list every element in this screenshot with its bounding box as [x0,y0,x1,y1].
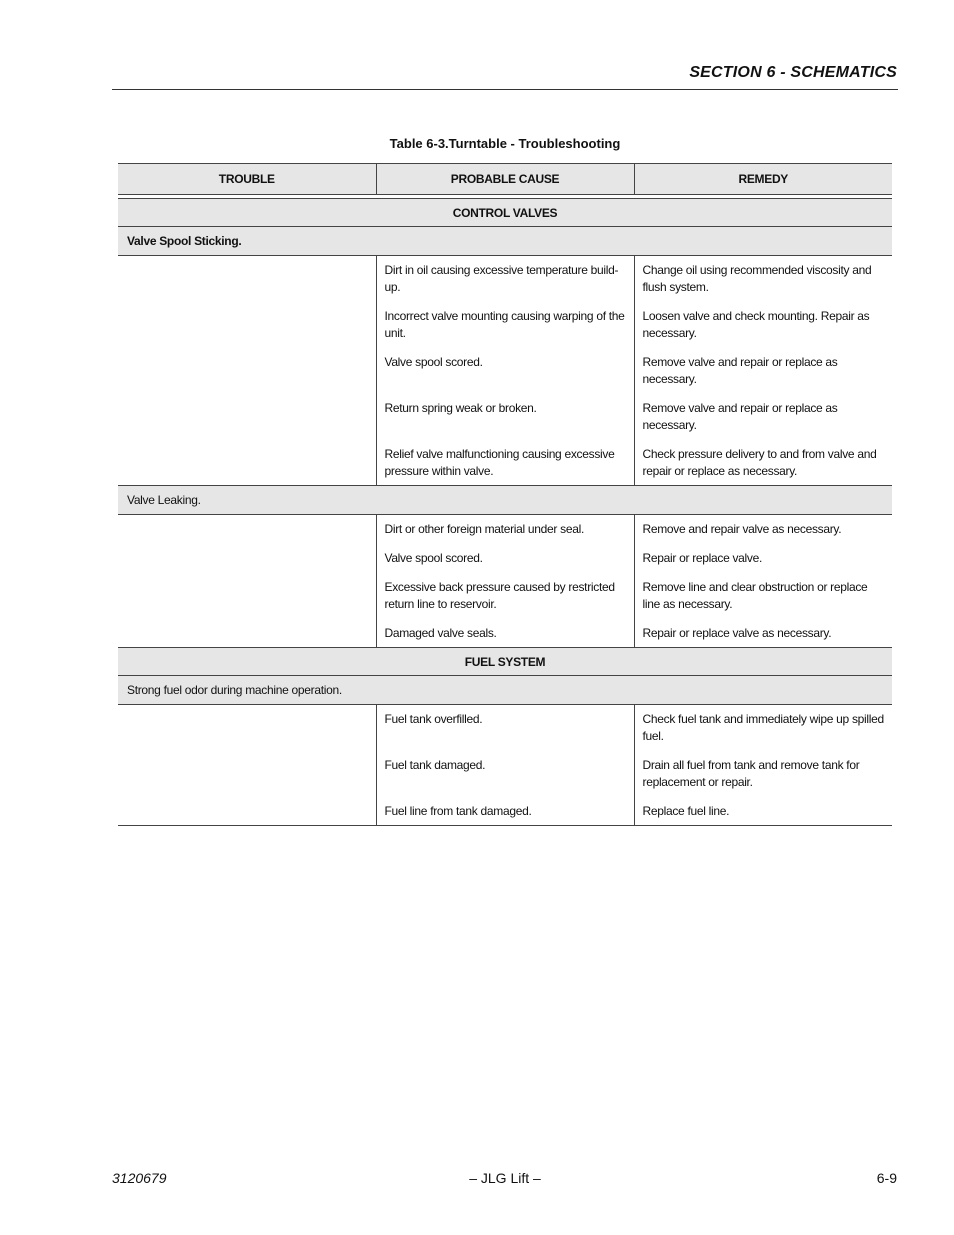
cause-item: Excessive back pressure caused by restricted return line to reservoir. [384,580,615,611]
cause-item: Valve spool scored. [384,355,483,369]
troubleshooting-table-container [118,163,892,826]
cause-item: Fuel line from tank damaged. [384,804,532,818]
remedy-item: Check pressure delivery to and from valve and repair or replace as necessary. [642,447,877,478]
column-header-remedy: REMEDY [634,164,892,195]
cause-item: Damaged valve seals. [384,626,497,640]
header-rule [112,89,898,90]
doc-number: 3120679 [112,1170,167,1186]
cause-item: Dirt in oil causing excessive temperature build-up. [384,263,619,294]
remedy-item: Change oil using recommended viscosity and flush system. [642,263,872,294]
table-header-row [118,164,892,195]
trouble-label: Strong fuel odor during machine operation. [118,676,892,705]
trouble-cell-empty [118,256,376,486]
section-title-control-valves: CONTROL VALVES [118,199,892,227]
trouble-row [118,227,892,256]
trouble-cell-empty [118,515,376,648]
remedy-item: Check fuel tank and immediately wipe up spilled fuel. [642,712,884,743]
remedy-item: Repair or replace valve. [642,551,763,565]
remedy-item: Replace fuel line. [642,804,730,818]
cause-remedy-row [118,705,892,826]
section-row [118,648,892,676]
remedy-item: Remove and repair valve as necessary. [642,522,842,536]
remedy-item: Remove valve and repair or replace as necessary. [642,401,838,432]
remedy-item: Remove valve and repair or replace as necessary. [642,355,838,386]
page-number: 6-9 [876,1170,897,1186]
cause-item: Valve spool scored. [384,551,483,565]
cause-remedy-row [118,256,892,486]
probable-cause-cell [376,256,634,486]
remedy-cell [634,256,892,486]
section-row [118,199,892,227]
table-caption: Table 6-3.Turntable - Troubleshooting [389,136,621,151]
remedy-item: Drain all fuel from tank and remove tank for replacement or repair. [642,758,860,789]
remedy-cell [634,515,892,648]
column-header-trouble: TROUBLE [118,164,376,195]
trouble-row [118,676,892,705]
cause-item: Relief valve malfunctioning causing excessive pressure within valve. [384,447,615,478]
remedy-cell [634,705,892,826]
cause-remedy-row [118,515,892,648]
cause-item: Fuel tank overfilled. [384,712,483,726]
section-title: SECTION 6 - SCHEMATICS [689,64,897,81]
trouble-cell-empty [118,705,376,826]
remedy-item: Loosen valve and check mounting. Repair as necessary. [642,309,870,340]
cause-item: Fuel tank damaged. [384,758,486,772]
probable-cause-cell [376,705,634,826]
cause-item: Dirt or other foreign material under seal. [384,522,584,536]
probable-cause-cell [376,515,634,648]
column-header-probable-cause: PROBABLE CAUSE [376,164,634,195]
publisher-footer: – JLG Lift – [469,1170,541,1186]
trouble-label: Valve Spool Sticking. [118,227,892,256]
trouble-row [118,486,892,515]
cause-item: Return spring weak or broken. [384,401,537,415]
troubleshooting-table [118,163,892,826]
section-title-fuel-system: FUEL SYSTEM [118,648,892,676]
trouble-label: Valve Leaking. [118,486,892,515]
remedy-item: Repair or replace valve as necessary. [642,626,832,640]
cause-item: Incorrect valve mounting causing warping of the unit. [384,309,625,340]
remedy-item: Remove line and clear obstruction or replace line as necessary. [642,580,868,611]
